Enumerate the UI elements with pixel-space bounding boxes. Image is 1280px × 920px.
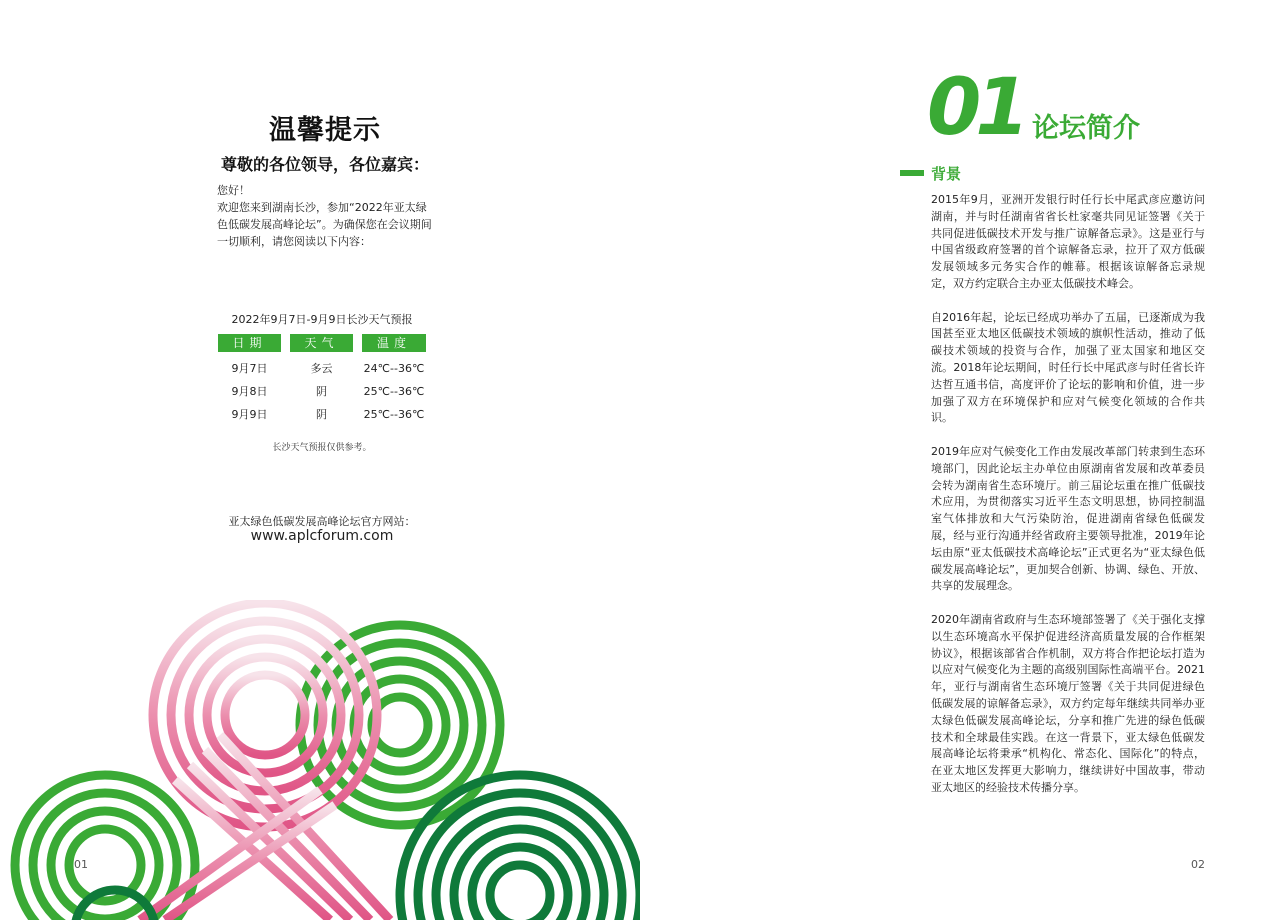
page-title: 温馨提示 bbox=[269, 115, 381, 146]
header-weather: 天气 bbox=[290, 334, 353, 352]
date-cell: 9月7日 bbox=[231, 362, 268, 375]
table-row bbox=[218, 384, 426, 407]
section-number: 01 bbox=[927, 63, 1024, 153]
intro-text bbox=[217, 182, 432, 250]
date-cell: 9月8日 bbox=[231, 385, 268, 398]
green-loop-upper bbox=[300, 625, 500, 825]
paragraph: 自2016年起，论坛已经成功举办了五届，已逐渐成为我国甚至亚太地区低碳技术领域的旗帜性活动，推动了低碳技术领域的投资与合作，加强了亚太国家和地区交流。2018年论坛期间，时任行长中尾武彦与时任省长许达哲互通书信，高度评价了论坛的影响和价值，进一步加强了双方在环境保护和应对气候变化领域的合作共识。 bbox=[931, 310, 1205, 425]
salutation: 尊敬的各位领导，各位嘉宾： bbox=[220, 155, 429, 174]
section-title: 论坛简介 bbox=[1032, 113, 1140, 144]
subheading-marker bbox=[900, 170, 924, 176]
header-date: 日期 bbox=[218, 334, 281, 352]
website-link[interactable]: www.aplcforum.com bbox=[250, 528, 394, 544]
table-row bbox=[218, 361, 426, 384]
weather-note: 长沙天气预报仅供参考。 bbox=[272, 443, 372, 453]
weather-cell: 多云 bbox=[310, 362, 333, 375]
paragraph: 2015年9月，亚洲开发银行时任行长中尾武彦应邀访问湖南，并与时任湖南省省长杜家毫共同见证签署《关于共同促进低碳技术开发与推广谅解备忘录》。这是亚行与中国省级政府签署的首个谅解备忘录，拉开了双方低碳发展领域多元务实合作的帷幕。根据该谅解备忘录规定，双方约定联合主办亚太低碳技术峰会。 bbox=[931, 193, 1205, 290]
temperature-cell: 25℃--36℃ bbox=[363, 408, 425, 421]
temperature-cell: 24℃--36℃ bbox=[363, 362, 425, 375]
weather-cell: 阴 bbox=[316, 385, 327, 398]
header-temperature: 温度 bbox=[362, 334, 426, 352]
interlaced-rings-decoration bbox=[0, 600, 640, 920]
greeting: 您好！ bbox=[217, 184, 250, 197]
table-row bbox=[218, 407, 426, 430]
paragraph: 2019年应对气候变化工作由发展改革部门转隶到生态环境部门，因此论坛主办单位由原湖南省发展和改革委员会转为湖南省生态环境厅。前三届论坛重在推广低碳技术应用，为贯彻落实习近平生态文明思想，协同控制温室气体排放和大气污染防治，促进湖南省绿色低碳发展，经与亚行沟通并经省政府主要领导批准，2019年论坛由原“亚太低碳技术高峰论坛”正式更名为“亚太绿色低碳发展高峰论坛”，更加契合创新、协调、绿色、开放、共享的发展理念。 bbox=[931, 444, 1205, 593]
paragraph: 2020年湖南省政府与生态环境部签署了《关于强化支撑以生态环境高水平保护促进经济高质量发展的合作框架协议》，根据该部省合作机制，双方将合作把论坛打造为以应对气候变化为主题的高级别国际性高端平台。2021年，亚行与湖南省生态环境厅签署《关于共同促进绿色低碳发展的谅解备忘录》，双方约定每年继续共同举办亚太绿色低碳发展高峰论坛，分享和推广先进的绿色低碳技术和全球最佳实践。在这一背景下，亚太绿色低碳发展高峰论坛将秉承“机构化、常态化、国际化”的特点，在亚太地区发挥更大影响力，继续讲好中国故事，带动亚太地区的经验技术传播分享。 bbox=[931, 612, 1205, 794]
weather-table-header bbox=[218, 334, 426, 352]
weather-cell: 阴 bbox=[316, 408, 327, 421]
website-label: 亚太绿色低碳发展高峰论坛官方网站： bbox=[228, 515, 416, 528]
date-cell: 9月9日 bbox=[231, 408, 268, 421]
welcome-paragraph: 欢迎您来到湖南长沙，参加“2022年亚太绿色低碳发展高峰论坛”。为确保您在会议期间一切顺利，请您阅读以下内容： bbox=[217, 201, 432, 248]
right-page bbox=[640, 0, 1280, 920]
temperature-cell: 25℃--36℃ bbox=[363, 385, 425, 398]
page-number: 01 bbox=[74, 858, 88, 871]
subheading: 背景 bbox=[931, 165, 962, 183]
weather-title: 2022年9月7日-9月9日长沙天气预报 bbox=[231, 313, 413, 326]
page-number: 02 bbox=[1191, 858, 1205, 871]
body-text bbox=[931, 192, 1205, 813]
weather-table-body bbox=[218, 361, 426, 430]
